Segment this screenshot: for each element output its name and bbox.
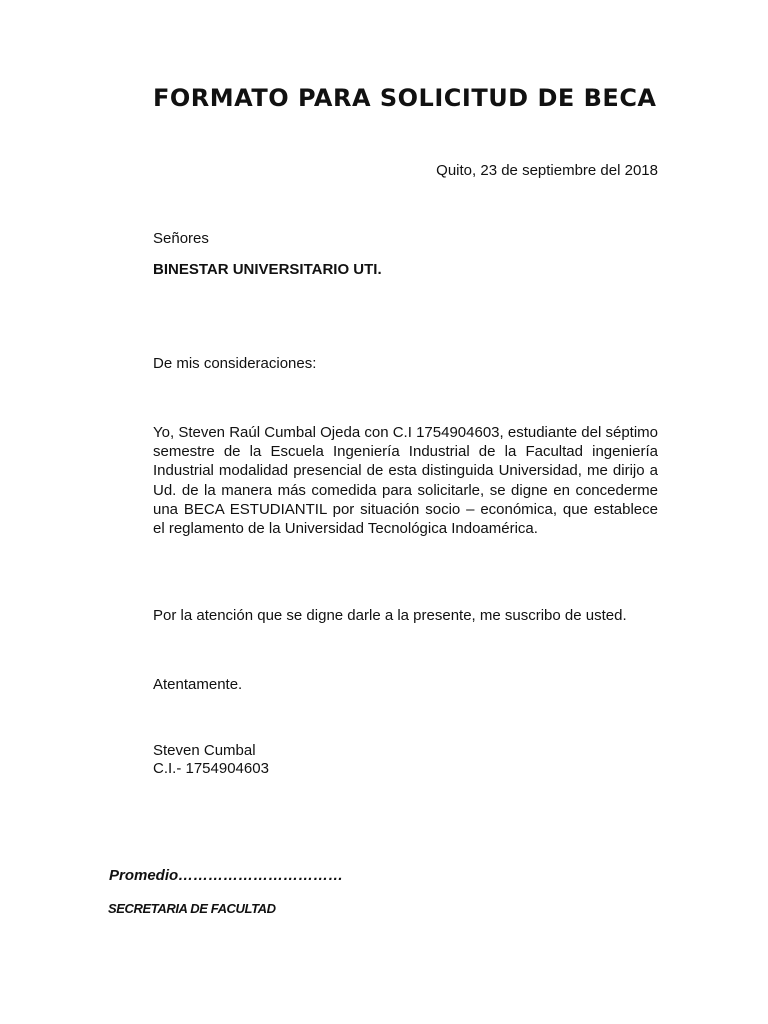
average-line: Promedio…………………………… (109, 867, 344, 884)
body-paragraph: Yo, Steven Raúl Cumbal Ojeda con C.I 1754904603, estudiante del séptimo semestre de la Escuela Ingeniería Industrial de la Facultad ingeniería Industrial modalidad presencial de esta distinguida Universidad, me dirijo a Ud. de la manera más comedida para solicitarle, se digne en concederme una BECA ESTUDIANTIL por situación socio – económica, que establece el reglamento de la Universidad Tecnológica Indoamérica. (153, 424, 658, 538)
regards: Atentamente. (153, 676, 243, 693)
greeting: De mis consideraciones: (153, 355, 317, 372)
signature-id: C.I.- 1754904603 (153, 759, 269, 777)
secretary-line: SECRETARIA DE FACULTAD (108, 901, 276, 916)
signature-name: Steven Cumbal (153, 742, 256, 759)
closing-paragraph: Por la atención que se digne darle a la presente, me suscribo de usted. (153, 607, 627, 624)
salutation: Señores (153, 230, 209, 247)
signature-block (153, 742, 269, 777)
recipient: BINESTAR UNIVERSITARIO UTI. (153, 261, 382, 278)
document-title: FORMATO PARA SOLICITUD DE BECA (153, 84, 657, 112)
date-line: Quito, 23 de septiembre del 2018 (436, 162, 658, 179)
